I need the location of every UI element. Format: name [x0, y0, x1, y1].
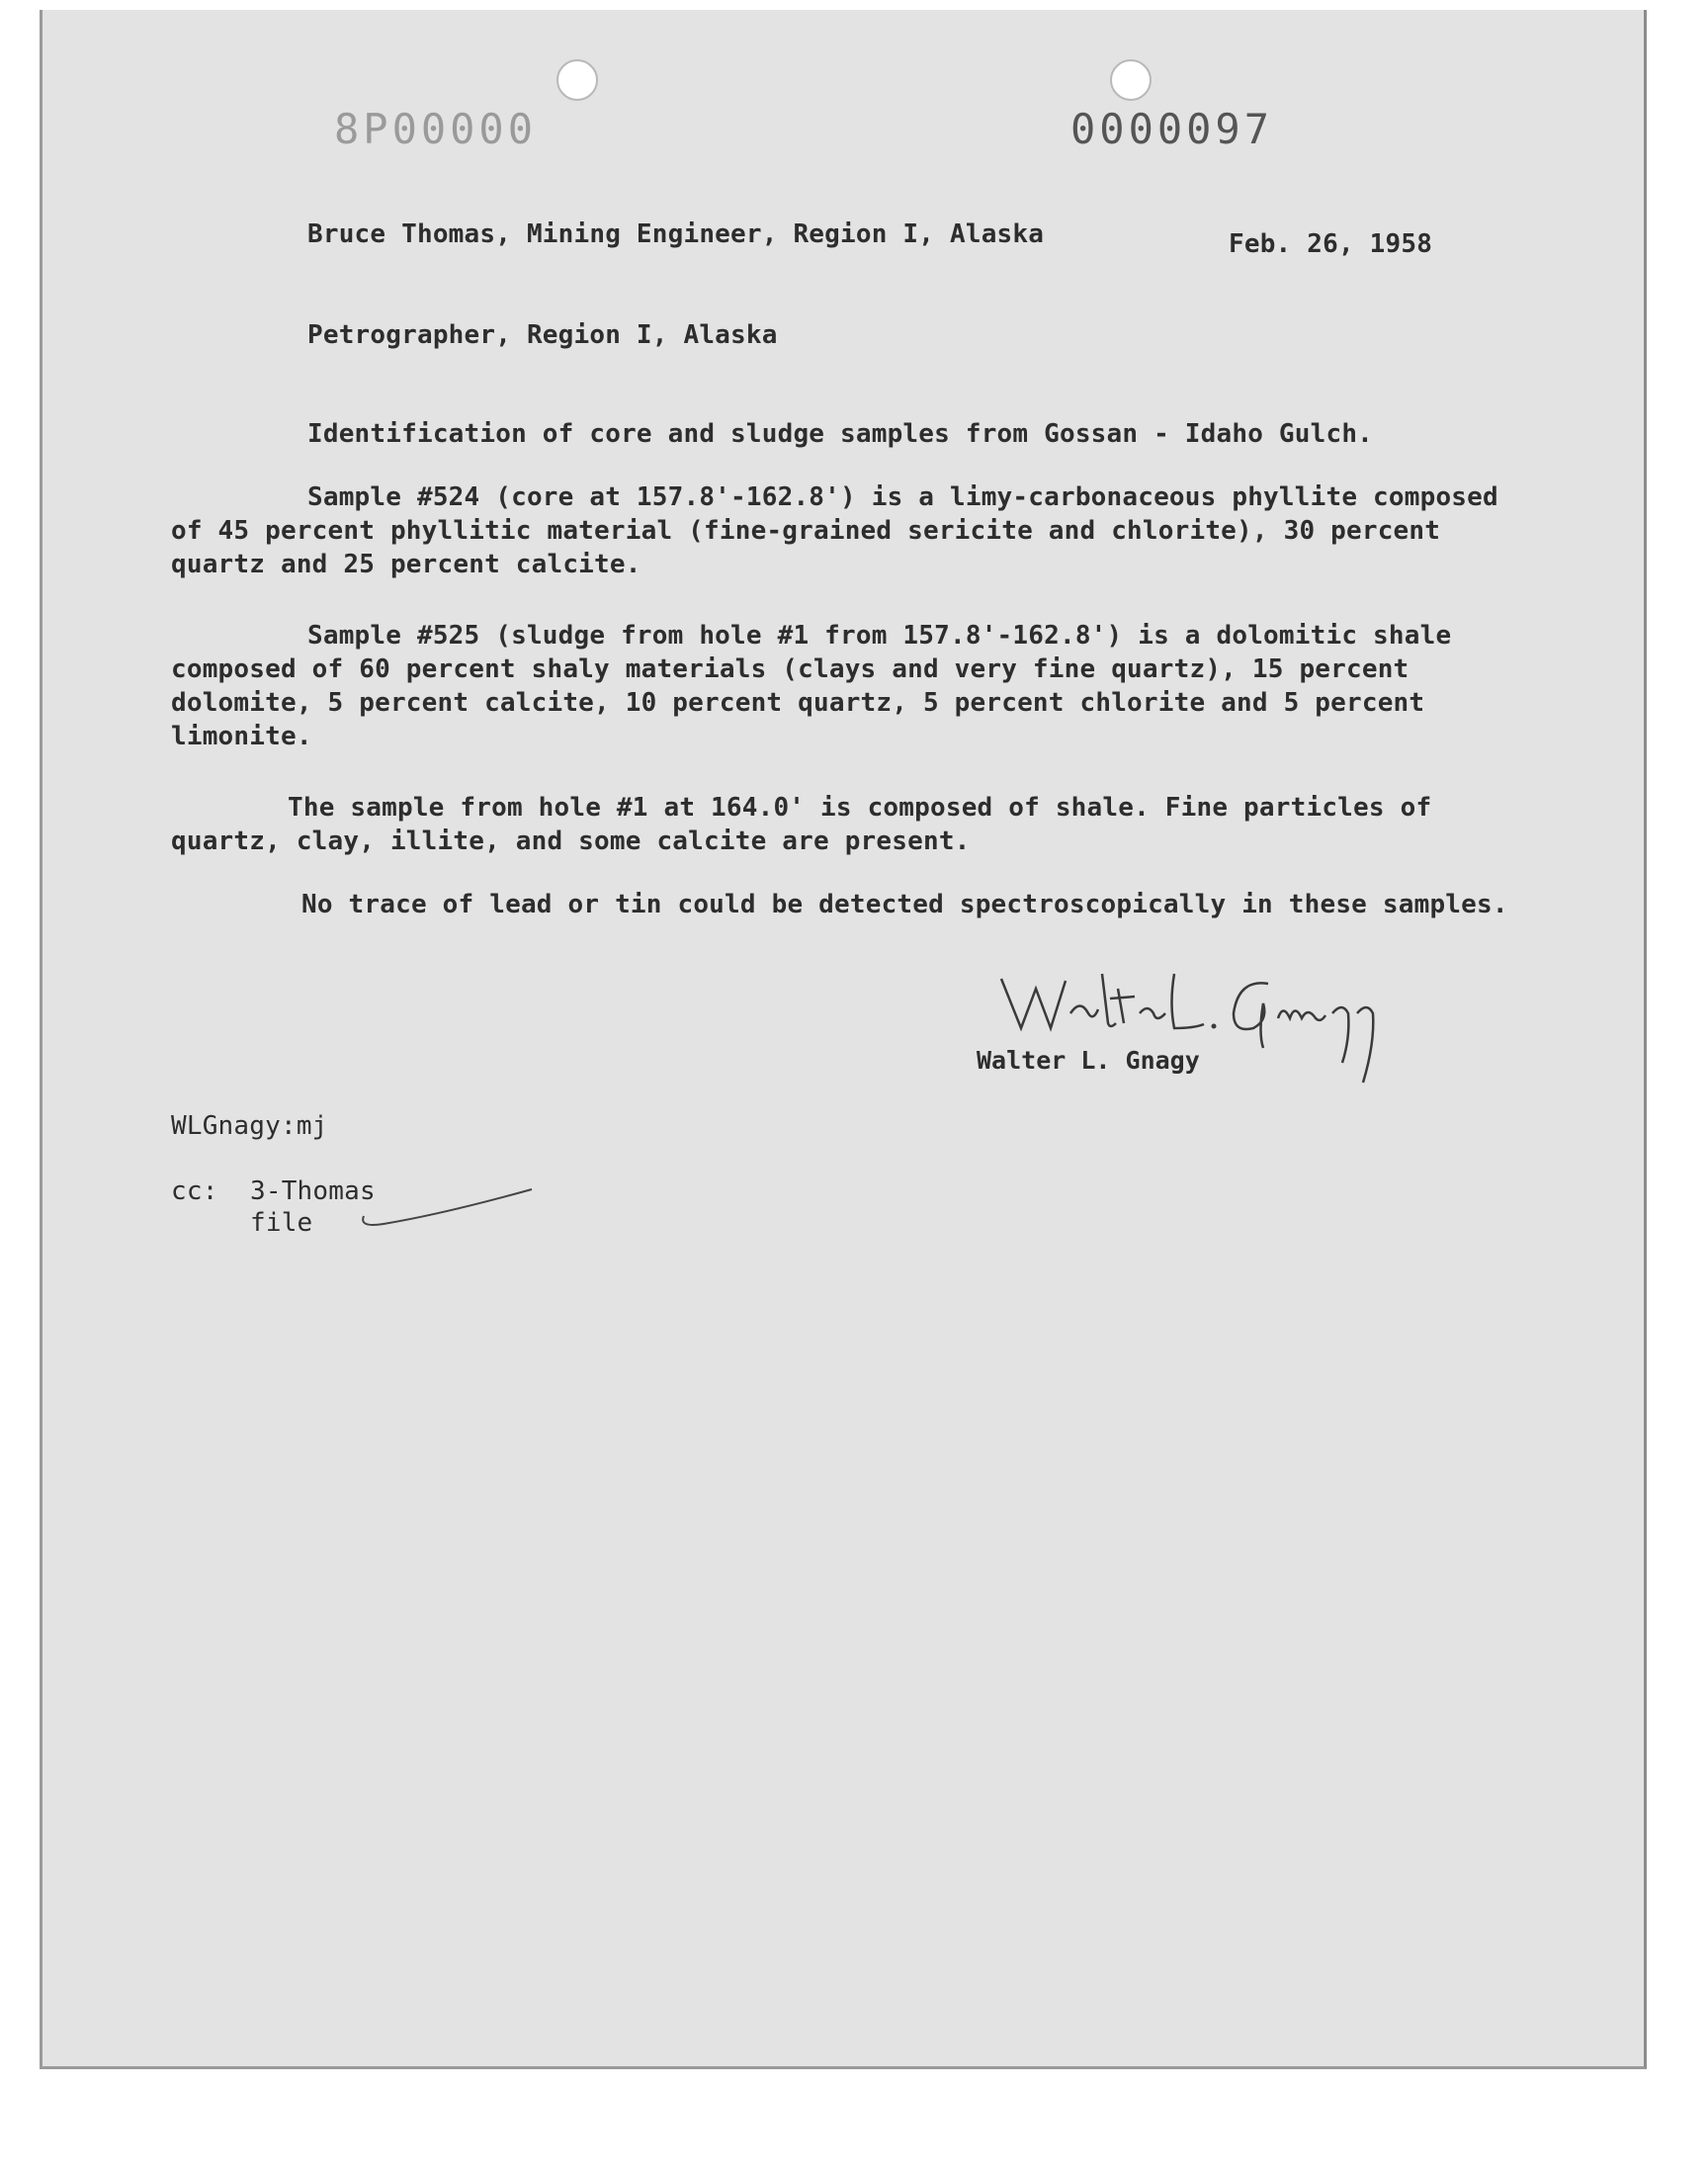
memo-date: Feb. 26, 1958 — [1229, 229, 1433, 259]
memo-to: Petrographer, Region I, Alaska — [307, 320, 778, 350]
cc-recipient: file — [250, 1208, 313, 1238]
paragraph-line: limonite. — [171, 722, 312, 751]
paragraph-line: Sample #525 (sludge from hole #1 from 157.8'-162.8') is a dolomitic shale — [307, 621, 1452, 651]
paragraph-line: of 45 percent phyllitic material (fine-grained sericite and chlorite), 30 percent — [171, 516, 1441, 546]
stamp-number-right: 0000097 — [1070, 105, 1274, 153]
paragraph-line: No trace of lead or tin could be detected spectroscopically in these samples. — [301, 890, 1508, 919]
paragraph-line: Sample #524 (core at 157.8'-162.8') is a limy-carbonaceous phyllite composed — [307, 482, 1498, 512]
cc-recipient: 3-Thomas — [250, 1176, 376, 1206]
punch-hole — [556, 59, 598, 101]
memo-from: Bruce Thomas, Mining Engineer, Region I, Alaska — [307, 219, 1045, 249]
paragraph-line: composed of 60 percent shaly materials (clays and very fine quartz), 15 percent — [171, 654, 1409, 684]
stamp-number-left: 8P00000 — [334, 105, 538, 153]
paragraph-line: quartz, clay, illite, and some calcite are present. — [171, 826, 971, 856]
paragraph-line: dolomite, 5 percent calcite, 10 percent quartz, 5 percent chlorite and 5 percent — [171, 688, 1425, 718]
handwritten-signature — [991, 959, 1486, 1097]
typist-initials: WLGnagy:mj — [171, 1111, 328, 1141]
paragraph-line: quartz and 25 percent calcite. — [171, 550, 641, 579]
check-mark-icon — [359, 1186, 537, 1246]
punch-hole — [1110, 59, 1152, 101]
memo-subject: Identification of core and sludge samples from Gossan - Idaho Gulch. — [307, 419, 1374, 449]
document-page — [40, 10, 1647, 2069]
typed-signature-name: Walter L. Gnagy — [977, 1046, 1200, 1075]
paragraph-line: The sample from hole #1 at 164.0' is composed of shale. Fine particles of — [288, 793, 1432, 823]
cc-label: cc: — [171, 1176, 218, 1206]
